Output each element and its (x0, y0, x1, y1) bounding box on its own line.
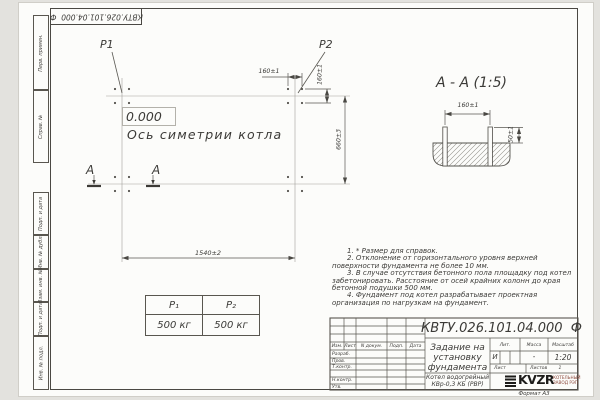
notes-block (332, 248, 572, 307)
document-title: Задание на установку фундамента (427, 342, 488, 373)
col-header-data: Дата (409, 344, 422, 349)
margin-stamp-perv-primen (33, 15, 49, 90)
stamp-label: Справ. № (38, 114, 45, 139)
col-header-podp: Подп. (389, 344, 404, 349)
axis-of-symmetry-label: Ось симетрии котла (127, 127, 283, 142)
col-header-dokum: N докум. (360, 344, 383, 349)
company-name: КОТЕЛЬНЫЙ ЗАВОД РЭП (553, 375, 581, 385)
row-label-razrab: Разраб. (332, 351, 351, 357)
margin-stamp-podp-data-1 (33, 192, 49, 235)
stamp-label: Подп. и дата (38, 196, 44, 231)
dim-bolt-horizontal: 160±1 (258, 68, 280, 75)
margin-stamp-sprav-no (33, 90, 49, 163)
dim-bolt-vertical: 160±1 (316, 63, 324, 85)
sheets-label: Листов (530, 366, 548, 371)
load-table-header-p1: P₁ (146, 296, 203, 315)
kvzr-logo-icon (505, 375, 516, 387)
lit-value: И (492, 353, 498, 361)
scale-value: 1:20 (554, 353, 572, 362)
section-letter-right: А (152, 163, 161, 177)
load-table-value-p2: 500 кг (214, 319, 248, 331)
margin-stamp-inv-dubl (33, 235, 49, 269)
stamp-label: Инв. № подл. (38, 345, 44, 381)
format-label: Формат А3 (518, 390, 550, 397)
mass-label: Масса (526, 343, 542, 348)
sheet-label: Лист (494, 366, 506, 371)
load-table-value-p1: 500 кг (146, 315, 203, 335)
row-label-tkontr: Т.контр. (332, 365, 352, 370)
section-letter-left: А (86, 163, 95, 177)
section-dim-bolt-height: 50±1 (507, 125, 515, 143)
elevation-mark: 0.000 (126, 109, 162, 124)
load-point-p2-label: P2 (319, 38, 333, 51)
section-dim-bolt-spacing: 160±1 (457, 102, 479, 109)
margin-stamp-podp-data-2 (33, 302, 49, 336)
dim-height-660: 660±3 (335, 128, 343, 150)
note-1: 1. * Размер для справок. (347, 247, 438, 255)
note-3: 3. В случае отсутствия бетонного пола площадку под котел забетонировать. Расстояние от осей крайних колонн до края бетонной подушки 500 мм. (332, 269, 572, 293)
product-name: Котел водогрейный КВр-0,3 КБ (РВР) (426, 373, 489, 388)
mass-value: - (532, 353, 536, 361)
elevation-mark-box (122, 107, 176, 126)
dim-width-1540: 1540±2 (194, 249, 222, 257)
load-table-header-p2: P₂ (203, 296, 259, 315)
margin-stamp-vzam-inv (33, 269, 49, 302)
section-view-title: А - А (1:5) (436, 75, 508, 91)
lit-label: Лит. (499, 343, 511, 348)
stamp-label: Подп. и дата (38, 301, 44, 337)
col-header-list: Лист (344, 344, 356, 349)
row-label-nkontr: Н.контр. (332, 378, 353, 383)
corner-designation: КВТУ.026.101.04.000 Ф (49, 12, 143, 22)
col-header-izm: Изм. (331, 344, 343, 349)
stamp-label: Инв. № дубл. (38, 234, 44, 270)
stamp-label: Перв. примен. (38, 33, 45, 72)
scale-label: Масштаб (552, 343, 574, 348)
row-label-prov: Пров. (332, 359, 346, 364)
note-2: 2. Отклонение от горизонтального уровня верхней поверхности фундамента не более 10 мм. (332, 254, 538, 270)
load-table (145, 295, 260, 336)
load-point-p1-label: P1 (100, 38, 114, 51)
sheets-value: 1 (558, 366, 562, 371)
corner-designation-box (50, 8, 142, 25)
kvzr-logo-text: KVZR (518, 371, 555, 387)
stamp-label: Взам. инв. № (38, 268, 45, 303)
title-block-designation: КВТУ.026.101.04.000 Ф (421, 320, 582, 336)
margin-stamp-inv-podl (33, 336, 49, 390)
note-4: 4. Фундамент под котел разрабатывает проектная организация по нагрузкам на фундамент. (332, 291, 538, 307)
row-label-utv: Утв. (332, 385, 342, 390)
